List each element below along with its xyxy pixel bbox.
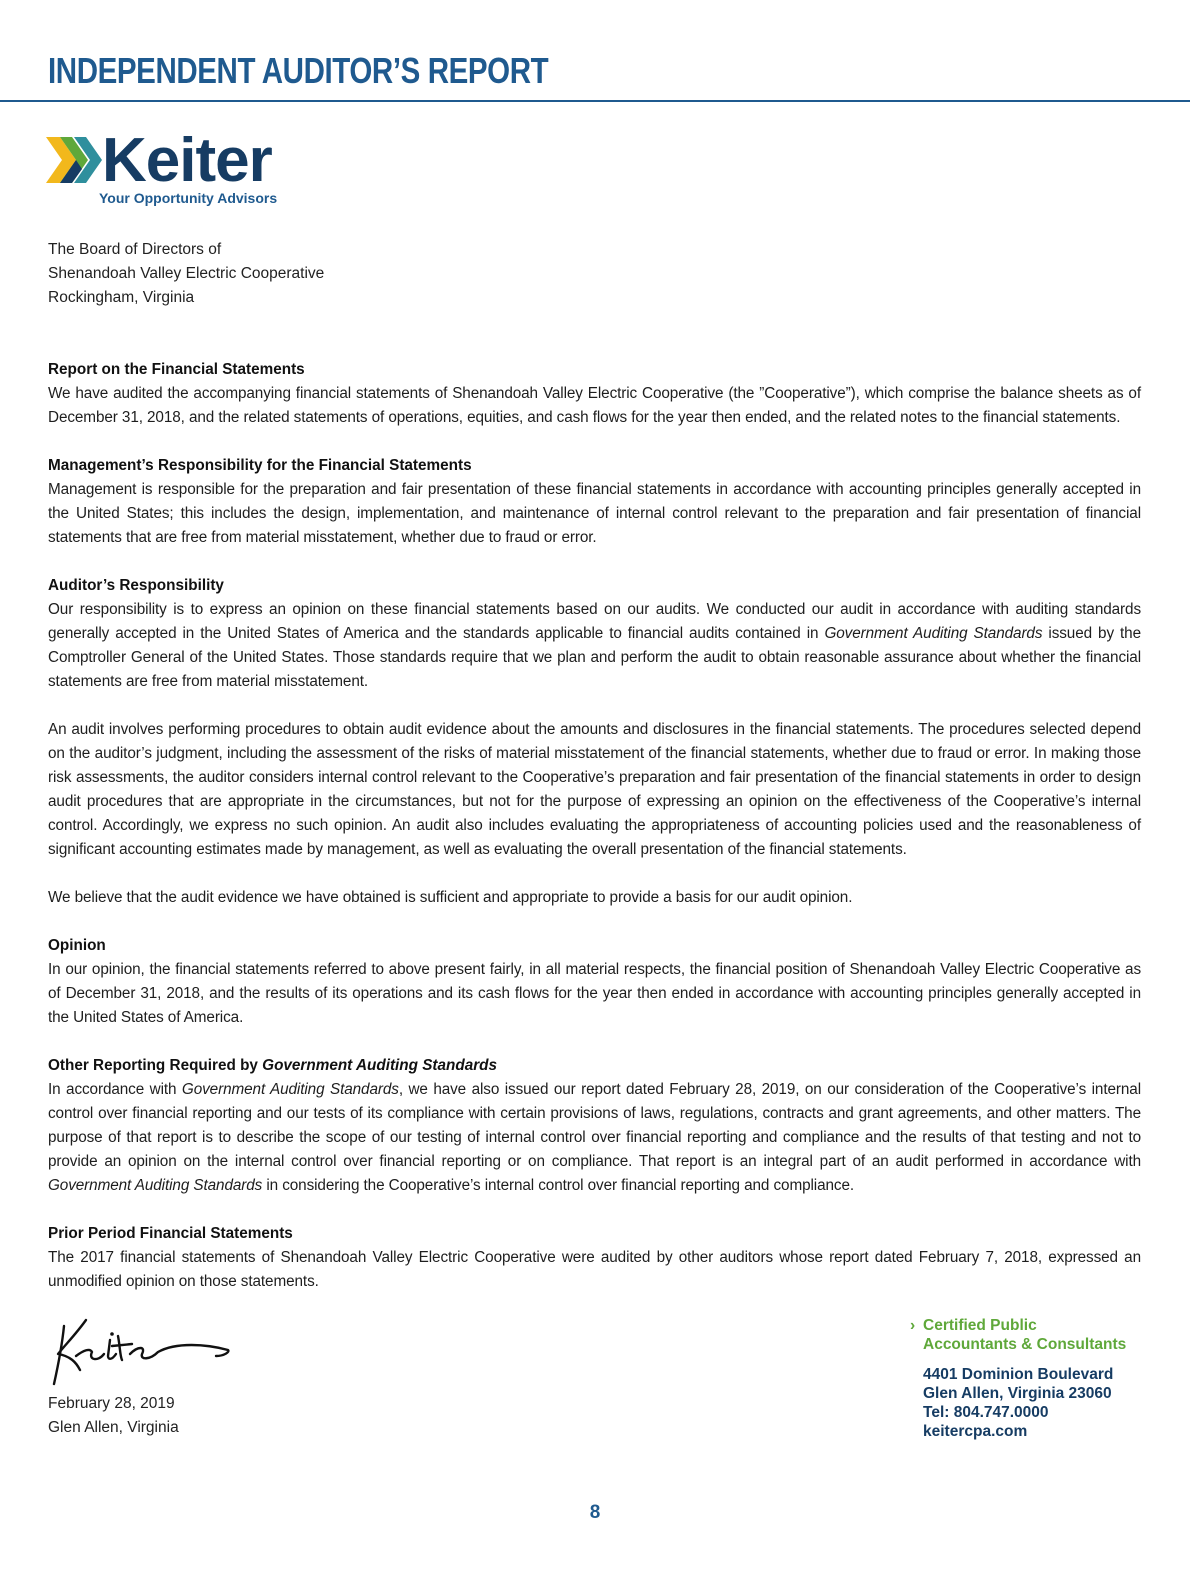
website-link[interactable]: keitercpa.com [923,1423,1028,1440]
report-date: February 28, 2019 [48,1395,175,1412]
report-location: Glen Allen, Virginia [48,1419,179,1436]
addressee-line: Rockingham, Virginia [48,289,195,306]
double-chevron-logo-icon [46,137,104,183]
opinion-paragraph: In our opinion, the financial statements referred to above present fairly, in all material respects, the financial position of Shenandoah Valley Electric Cooperative as of December 31, 2018, and the results of its operations and its cash flows for the year then ended in accordance with accounting principles generally accepted in the United States of America. [48,961,1141,1026]
addressee-line: Shenandoah Valley Electric Cooperative [48,265,325,282]
chevron-right-icon: › [910,1317,916,1334]
section-heading-opinion: Opinion [48,937,106,954]
report-paragraph: We have audited the accompanying financial statements of Shenandoah Valley Electric Cooperative (the ”Cooperative”), which comprise the balance sheets as of December 31, 2018, and the related statements of operations, equities, and cash flows for the year then ended, and the related notes to the financial statements. [48,385,1141,426]
city-state-zip: Glen Allen, Virginia 23060 [923,1385,1112,1402]
section-heading-auditor: Auditor’s Responsibility [48,577,224,594]
section-heading-report: Report on the Financial Statements [48,361,305,378]
section-heading-prior-period: Prior Period Financial Statements [48,1225,293,1242]
keiter-logo [46,128,316,212]
auditor-paragraph-2: An audit involves performing procedures to obtain audit evidence about the amounts and disclosures in the financial statements. The procedures selected depend on the auditor’s judgment, including the assessment of the risks of material misstatement of the financial statements, whether due to fraud or error. In making those risk assessments, the auditor considers internal control relevant to the Cooperative’s preparation and fair presentation of the financial statements in order to design audit procedures that are appropriate in the circumstances, but not for the purpose of expressing an opinion on the effectiveness of the Cooperative’s internal control. Accordingly, we express no such opinion. An audit also includes evaluating the appropriateness of accounting policies used and the reasonableness of significant accounting estimates made by management, as well as evaluating the overall presentation of the financial statements. [48,721,1141,858]
handwritten-signature-icon [46,1316,236,1388]
auditor-paragraph-1: Our responsibility is to express an opinion on these financial statements based on our audits. We conducted our audit in accordance with auditing standards generally accepted in the United States of America and the standards applicable to financial audits contained in Government Auditing Standards issued by the Comptroller General of the United States. Those standards require that we plan and perform the audit to obtain reasonable assurance about whether the financial statements are free from material misstatement. [48,601,1141,690]
page-number: 8 [589,1502,601,1523]
addressee-block [48,238,324,310]
prior-period-paragraph: The 2017 financial statements of Shenandoah Valley Electric Cooperative were audited by other auditors whose report dated February 7, 2018, expressed an unmodified opinion on those statements. [48,1249,1141,1290]
addressee-line: The Board of Directors of [48,241,222,258]
firm-address [910,1365,1150,1441]
auditor-paragraph-3: We believe that the audit evidence we have obtained is sufficient and appropriate to provide a basis for our audit opinion. [48,889,853,906]
firm-contact-block [910,1316,1150,1441]
logo-tagline: Your Opportunity Advisors [99,190,278,206]
management-paragraph: Management is responsible for the preparation and fair presentation of these financial statements in accordance with accounting principles generally accepted in the United States; this includes the design, implementation, and maintenance of internal control relevant to the preparation and fair presentation of financial statements that are free from material misstatement, whether due to fraud or error. [48,481,1141,546]
logo-wordmark: Keiter [102,126,272,195]
signature-block [48,1392,179,1440]
cpa-line: Certified Public [923,1317,1037,1334]
other-reporting-paragraph: In accordance with Government Auditing Standards, we have also issued our report dated February 28, 2019, on our consideration of the Cooperative’s internal control over financial reporting and our tests of its compliance with certain provisions of laws, regulations, contracts and grant agreements, and other matters. The purpose of that report is to describe the scope of our testing of internal control over financial reporting and compliance and the results of that testing and not to provide an opinion on the internal control over financial reporting or on compliance. That report is an integral part of an audit performed in accordance with Government Auditing Standards in considering the Cooperative’s internal control over financial reporting and compliance. [48,1081,1141,1194]
page-title: INDEPENDENT AUDITOR’S REPORT [48,50,549,91]
section-heading-other-reporting: Other Reporting Required by Government Auditing Standards [48,1057,498,1074]
section-heading-management: Management’s Responsibility for the Financial Statements [48,457,472,474]
firm-description [910,1316,1150,1354]
report-body [48,358,1141,1318]
street-address: 4401 Dominion Boulevard [923,1366,1114,1383]
cpa-line: Accountants & Consultants [923,1336,1127,1353]
phone-number: Tel: 804.747.0000 [923,1404,1049,1421]
header-divider [0,100,1190,102]
